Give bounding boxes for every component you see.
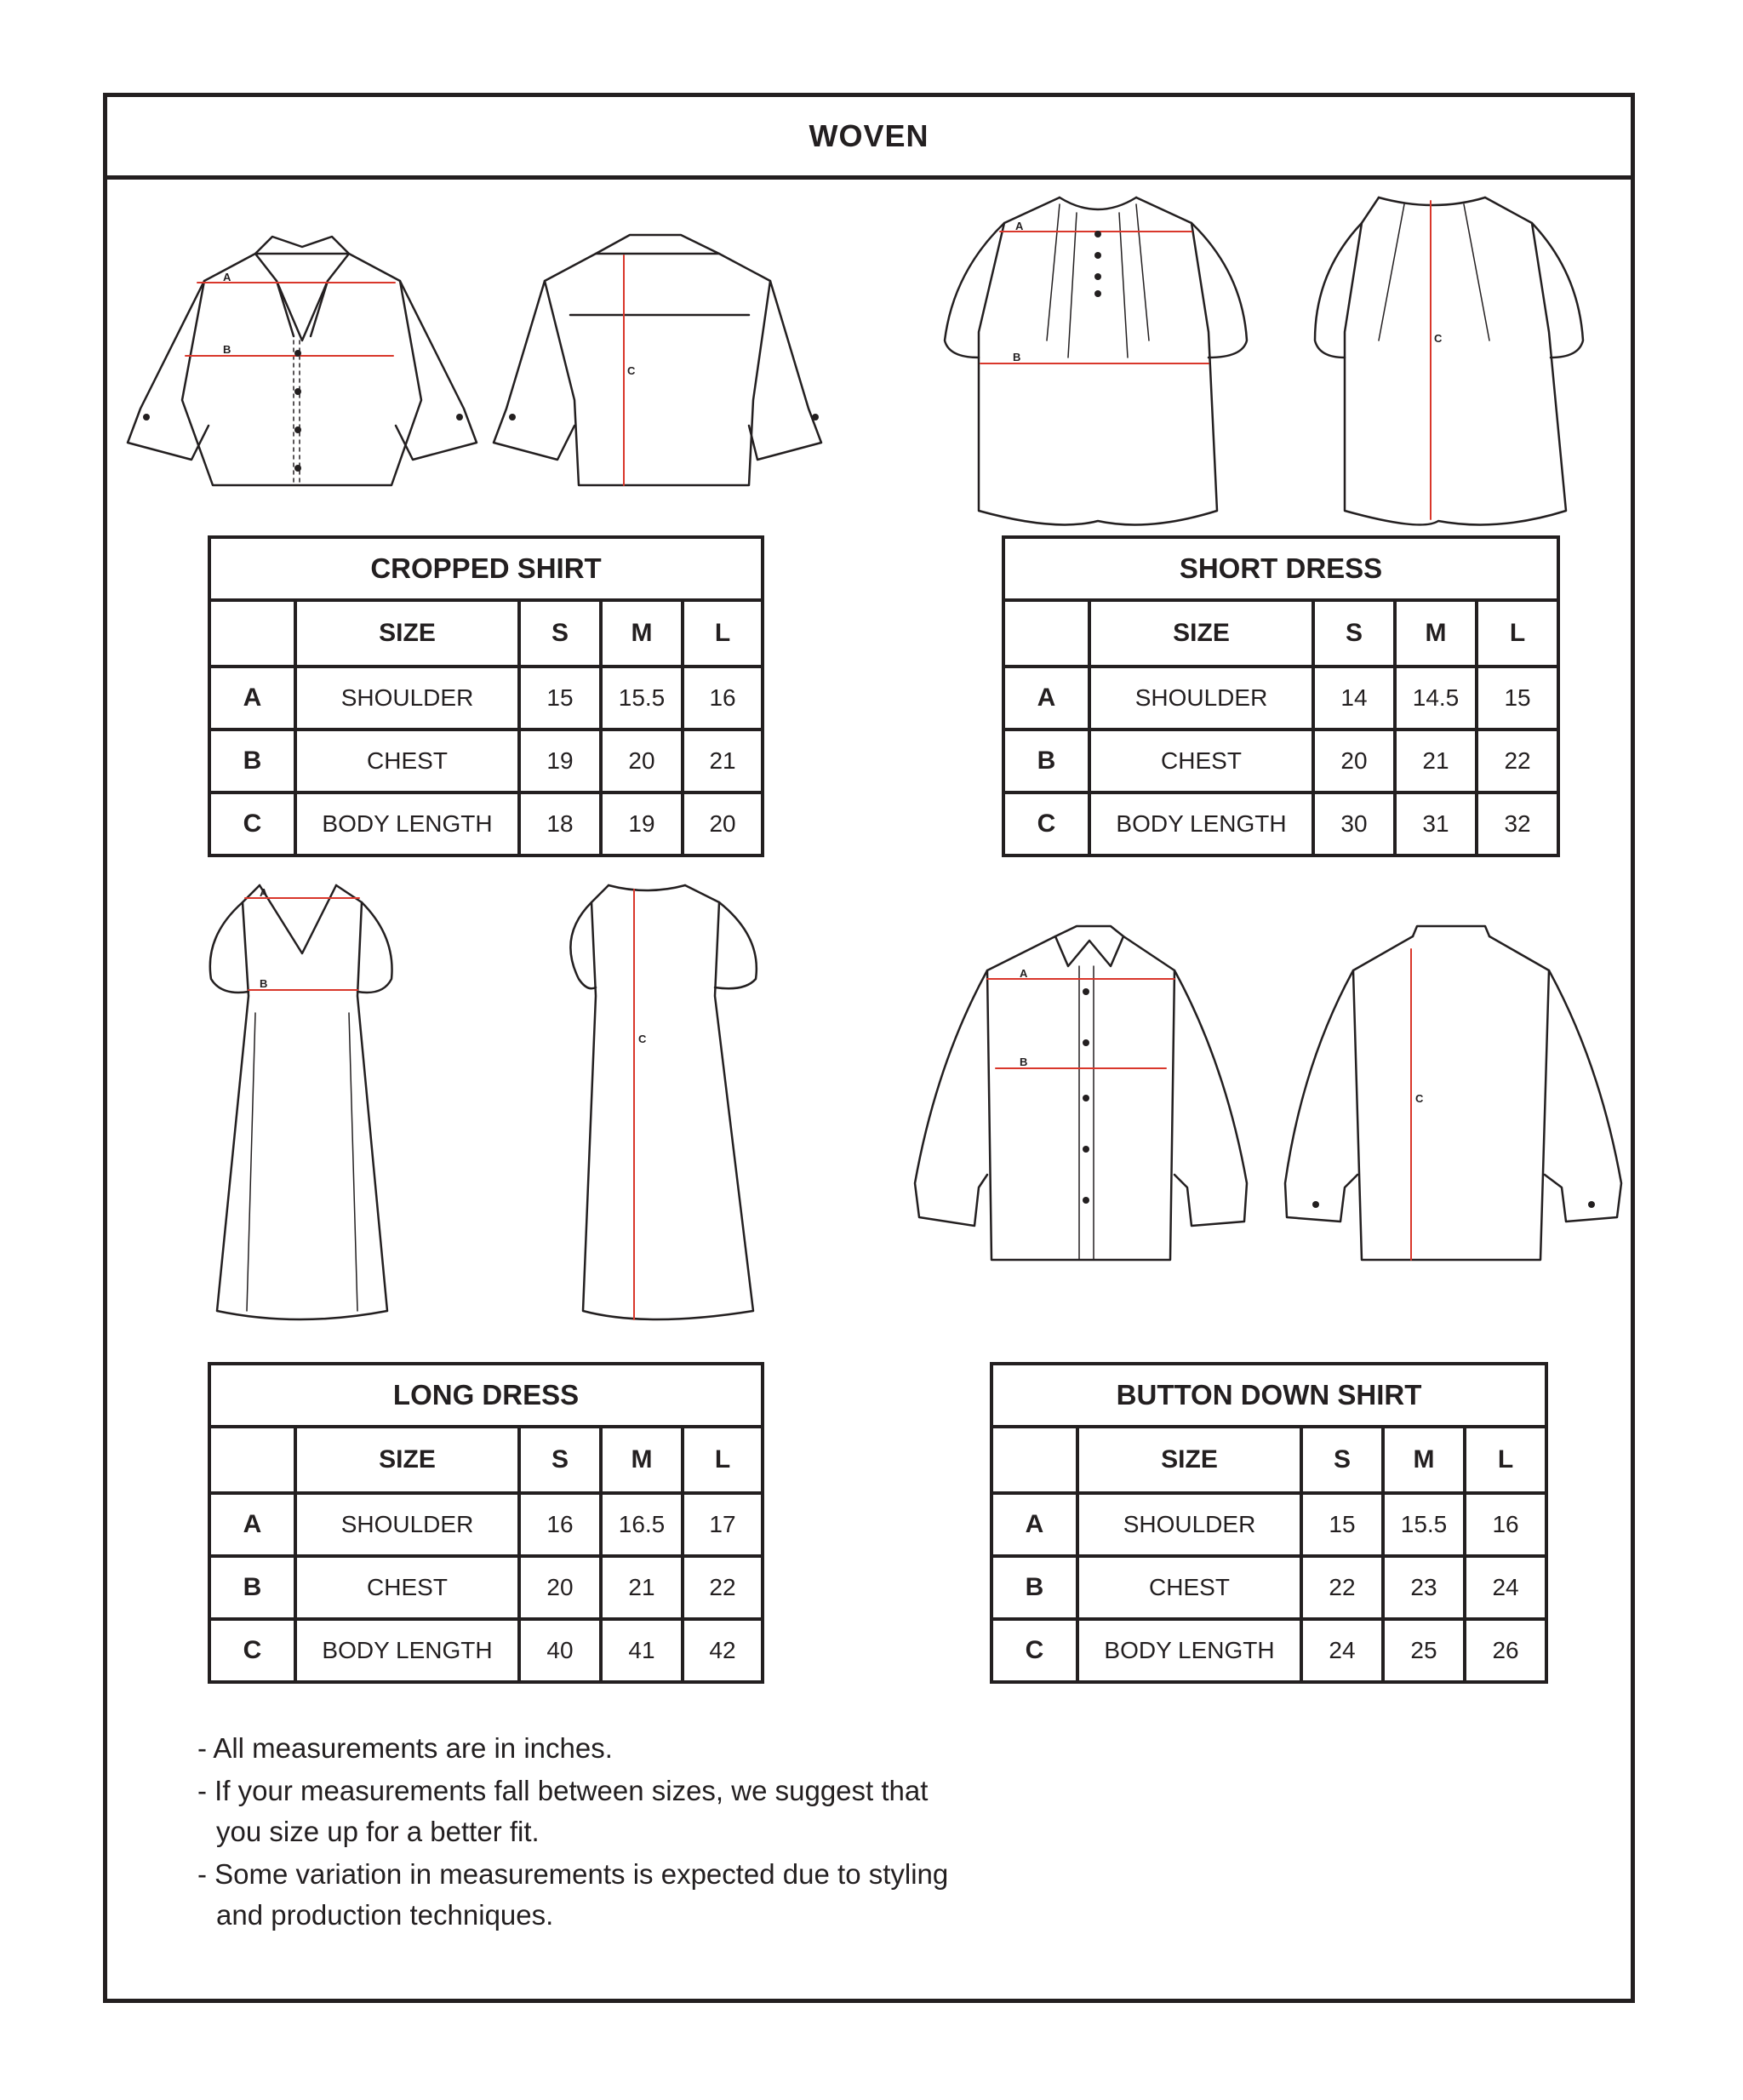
row-label: BODY LENGTH [295,1619,519,1682]
table-corner-cell [1003,600,1089,667]
table-header-l: L [1477,600,1558,667]
measure-label-b: B [223,343,231,356]
note-item: - Some variation in measurements is expected due to styling and production techniques. [197,1858,949,1931]
cell-s: 18 [519,793,601,855]
table-header-l: L [683,600,763,667]
note-item: - All measurements are in inches. [197,1732,613,1764]
table-corner-cell [209,1427,295,1493]
table-header-m: M [1395,600,1477,667]
button-icon [509,414,516,421]
note-item: - If your measurements fall between sizes, we suggest that you size up for a better fit. [197,1775,929,1847]
row-key: A [992,1493,1077,1556]
button-icon [1094,252,1101,259]
button-icon [456,414,463,421]
table-header-m: M [1383,1427,1465,1493]
table-corner-cell [992,1427,1077,1493]
button-icon [294,465,301,472]
measure-label-c: C [627,364,636,377]
cell-l: 42 [683,1619,763,1682]
row-label: CHEST [295,730,519,793]
cell-s: 30 [1313,793,1395,855]
cell-s: 14 [1313,667,1395,730]
measure-label-b: B [1020,1056,1028,1068]
cell-m: 16.5 [601,1493,683,1556]
cell-l: 17 [683,1493,763,1556]
row-label: CHEST [1077,1556,1301,1619]
cell-s: 40 [519,1619,601,1682]
row-key: A [209,667,295,730]
button-icon [1083,1039,1089,1046]
row-label: CHEST [295,1556,519,1619]
cell-l: 21 [683,730,763,793]
measure-label-c: C [1434,332,1443,345]
button-icon [812,414,819,421]
measure-label-a: A [1015,220,1024,232]
cell-m: 31 [1395,793,1477,855]
row-key: C [1003,793,1089,855]
table-row [209,1619,763,1682]
row-key: B [209,1556,295,1619]
row-key: B [1003,730,1089,793]
cell-m: 19 [601,793,683,855]
page-title: WOVEN [107,97,1631,180]
cell-m: 20 [601,730,683,793]
cell-l: 16 [683,667,763,730]
row-key: B [992,1556,1077,1619]
measure-label-b: B [1013,351,1021,363]
cell-l: 22 [683,1556,763,1619]
short-dress-table [1002,535,1560,857]
table-header-s: S [519,600,601,667]
table-title: BUTTON DOWN SHIRT [992,1364,1546,1427]
row-label: BODY LENGTH [295,793,519,855]
row-key: C [209,793,295,855]
cell-s: 19 [519,730,601,793]
table-header-size: SIZE [1077,1427,1301,1493]
measure-label-a: A [223,271,231,283]
table-corner-cell [209,600,295,667]
button-icon [143,414,150,421]
cell-m: 23 [1383,1556,1465,1619]
button-icon [294,426,301,433]
button-icon [1094,231,1101,237]
button-icon [1094,273,1101,280]
cell-s: 20 [519,1556,601,1619]
row-key: C [209,1619,295,1682]
row-key: C [992,1619,1077,1682]
button-icon [1083,1146,1089,1153]
cell-l: 22 [1477,730,1558,793]
measure-label-c: C [638,1033,647,1045]
table-row [209,730,763,793]
table-header-size: SIZE [295,600,519,667]
cell-l: 24 [1465,1556,1546,1619]
cell-s: 15 [519,667,601,730]
table-title: LONG DRESS [209,1364,763,1427]
button-icon [1083,988,1089,995]
button-icon [1083,1197,1089,1204]
cell-s: 16 [519,1493,601,1556]
table-header-m: M [601,1427,683,1493]
table-row [209,1493,763,1556]
row-label: SHOULDER [295,667,519,730]
measure-label-b: B [260,977,268,990]
table-header-size: SIZE [1089,600,1313,667]
row-key: A [209,1493,295,1556]
row-label: SHOULDER [295,1493,519,1556]
table-header-size: SIZE [295,1427,519,1493]
table-header-s: S [1301,1427,1383,1493]
cell-l: 20 [683,793,763,855]
table-row [1003,793,1558,855]
button-down-shirt-table [990,1362,1548,1684]
measure-label-c: C [1415,1092,1424,1105]
cell-s: 24 [1301,1619,1383,1682]
button-icon [294,350,301,357]
cell-m: 21 [1395,730,1477,793]
button-icon [294,388,301,395]
table-row [992,1493,1546,1556]
button-icon [1083,1095,1089,1101]
row-label: BODY LENGTH [1077,1619,1301,1682]
table-row [1003,730,1558,793]
table-header-s: S [519,1427,601,1493]
measure-label-a: A [260,886,268,899]
cell-m: 25 [1383,1619,1465,1682]
cell-l: 32 [1477,793,1558,855]
row-key: B [209,730,295,793]
table-row [209,1556,763,1619]
table-row [1003,667,1558,730]
measure-label-a: A [1020,967,1028,980]
cell-s: 15 [1301,1493,1383,1556]
cell-m: 15.5 [601,667,683,730]
table-header-m: M [601,600,683,667]
button-icon [1094,290,1101,297]
cell-m: 41 [601,1619,683,1682]
cell-s: 20 [1313,730,1395,793]
cell-s: 22 [1301,1556,1383,1619]
cell-l: 26 [1465,1619,1546,1682]
cell-m: 21 [601,1556,683,1619]
measurement-notes [197,1728,963,1937]
table-title: CROPPED SHIRT [209,537,763,600]
cell-m: 14.5 [1395,667,1477,730]
row-key: A [1003,667,1089,730]
table-row [992,1619,1546,1682]
table-header-l: L [1465,1427,1546,1493]
long-dress-table [208,1362,764,1684]
button-icon [1588,1201,1595,1208]
cell-l: 15 [1477,667,1558,730]
table-header-s: S [1313,600,1395,667]
row-label: BODY LENGTH [1089,793,1313,855]
table-row [209,793,763,855]
row-label: SHOULDER [1077,1493,1301,1556]
button-icon [1312,1201,1319,1208]
table-header-l: L [683,1427,763,1493]
table-row [209,667,763,730]
cell-m: 15.5 [1383,1493,1465,1556]
cell-l: 16 [1465,1493,1546,1556]
row-label: SHOULDER [1089,667,1313,730]
table-row [992,1556,1546,1619]
row-label: CHEST [1089,730,1313,793]
cropped-shirt-table [208,535,764,857]
chart-frame [103,93,1635,2003]
table-title: SHORT DRESS [1003,537,1558,600]
